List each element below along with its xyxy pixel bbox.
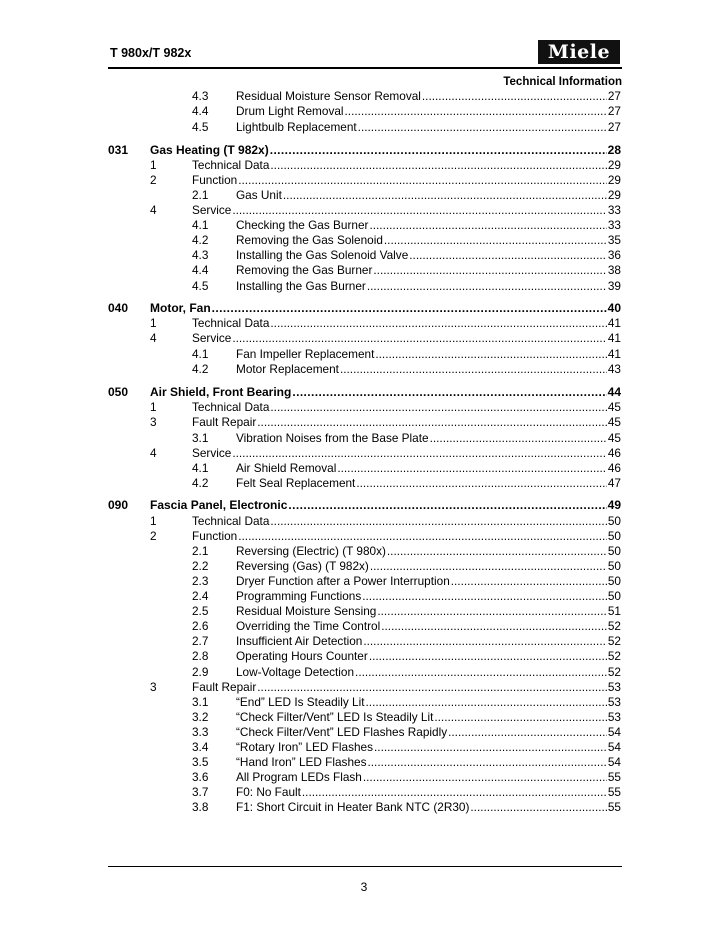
toc-entry-number: 031 — [108, 143, 129, 157]
toc-entry-page: 45 — [607, 415, 621, 429]
toc-entry-number: 1 — [150, 400, 157, 414]
toc-entry-title: Technical Data — [192, 400, 270, 414]
toc-entry-body — [236, 218, 621, 232]
toc-entry-number: 4.4 — [192, 263, 209, 277]
toc-entry-title: Residual Moisture Sensor Removal — [236, 89, 421, 103]
toc-entry-page: 39 — [607, 279, 621, 293]
toc-entry-page: 55 — [607, 770, 621, 784]
toc-dot-leader — [374, 740, 607, 754]
toc-entry-body — [236, 800, 621, 814]
toc-entry-page: 38 — [607, 263, 621, 277]
toc-entry-number: 1 — [150, 514, 157, 528]
toc-entry-title: “Check Filter/Vent” LED Is Steadily Lit — [236, 710, 434, 724]
header-divider — [108, 67, 622, 69]
toc-entry-page: 45 — [607, 400, 621, 414]
toc-entry-page: 29 — [607, 158, 621, 172]
toc-entry-body — [236, 574, 621, 588]
toc-entry-body — [236, 476, 621, 490]
toc-entry-page: 33 — [607, 203, 621, 217]
toc-entry-title: Operating Hours Counter — [236, 649, 368, 663]
toc-entry-body — [236, 755, 621, 769]
toc-dot-leader — [362, 589, 607, 603]
toc-entry-number: 3.1 — [192, 431, 209, 445]
toc-entry-body — [236, 710, 621, 724]
toc-dot-leader — [375, 347, 607, 361]
toc-entry-number: 3.2 — [192, 710, 209, 724]
toc-entry-title: Installing the Gas Solenoid Valve — [236, 248, 409, 262]
toc-entry-body — [192, 415, 621, 429]
toc-entry-number: 050 — [108, 385, 129, 399]
toc-entry-body — [236, 104, 621, 118]
toc-entry-body — [236, 279, 621, 293]
toc-entry-title: Function — [192, 173, 238, 187]
toc-dot-leader — [270, 514, 606, 528]
toc-entry-number: 4.1 — [192, 461, 209, 475]
toc-entry-number: 2.9 — [192, 665, 209, 679]
toc-entry-body — [236, 559, 621, 573]
toc-dot-leader — [355, 665, 607, 679]
toc-entry-page: 50 — [607, 589, 621, 603]
toc-entry-title: Drum Light Removal — [236, 104, 344, 118]
toc-entry-body — [236, 233, 621, 247]
toc-entry-number: 2 — [150, 173, 157, 187]
toc-entry-title: Air Shield, Front Bearing — [150, 385, 292, 399]
toc-entry-title: Function — [192, 529, 238, 543]
toc-entry-number: 4 — [150, 203, 157, 217]
toc-entry-body — [236, 589, 621, 603]
toc-entry-page: 27 — [607, 104, 621, 118]
header-model: T 980x/T 982x — [110, 46, 192, 60]
toc-entry-page: 53 — [607, 710, 621, 724]
toc-entry-number: 2.3 — [192, 574, 209, 588]
toc-entry-body — [192, 514, 621, 528]
toc-entry-body — [236, 770, 621, 784]
toc-entry-title: Gas Heating (T 982x) — [150, 143, 269, 157]
toc-dot-leader — [470, 800, 606, 814]
toc-entry-body — [236, 695, 621, 709]
toc-entry-body — [150, 143, 621, 157]
toc-entry-page: 41 — [607, 331, 621, 345]
toc-dot-leader — [409, 248, 607, 262]
toc-entry-body — [192, 173, 621, 187]
toc-dot-leader — [387, 544, 607, 558]
toc-entry-title: Felt Seal Replacement — [236, 476, 356, 490]
toc-entry-title: F1: Short Circuit in Heater Bank NTC (2R30) — [236, 800, 470, 814]
toc-entry-page: 52 — [607, 619, 621, 633]
toc-entry-title: “End” LED Is Steadily Lit — [236, 695, 365, 709]
toc-entry-page: 41 — [607, 347, 621, 361]
toc-entry-body — [150, 301, 621, 315]
toc-dot-leader — [232, 203, 607, 217]
toc-entry-title: Service — [192, 331, 232, 345]
toc-dot-leader — [434, 710, 607, 724]
toc-entry-body — [236, 604, 621, 618]
toc-dot-leader — [384, 233, 607, 247]
toc-entry-number: 4.5 — [192, 279, 209, 293]
toc-entry-body — [236, 740, 621, 754]
toc-entry-body — [236, 649, 621, 663]
toc-entry-title: Fault Repair — [192, 680, 257, 694]
toc-entry-number: 4 — [150, 331, 157, 345]
toc-entry-title: Fault Repair — [192, 415, 257, 429]
toc-entry-body — [236, 461, 621, 475]
toc-entry-number: 4.5 — [192, 120, 209, 134]
toc-entry-page: 41 — [607, 316, 621, 330]
toc-entry-body — [192, 158, 621, 172]
toc-entry-title: Removing the Gas Burner — [236, 263, 373, 277]
toc-entry-page: 54 — [607, 755, 621, 769]
toc-entry-title: Checking the Gas Burner — [236, 218, 369, 232]
toc-dot-leader — [381, 619, 607, 633]
toc-entry-title: Air Shield Removal — [236, 461, 337, 475]
toc-dot-leader — [356, 476, 607, 490]
toc-entry-title: Vibration Noises from the Base Plate — [236, 431, 429, 445]
toc-dot-leader — [366, 695, 607, 709]
miele-logo — [538, 40, 620, 64]
toc-dot-leader — [370, 559, 607, 573]
toc-entry-body — [192, 529, 621, 543]
toc-dot-leader — [422, 89, 607, 103]
toc-entry-page: 36 — [607, 248, 621, 262]
toc-entry-body — [192, 331, 621, 345]
toc-entry-number: 4.2 — [192, 362, 209, 376]
toc-entry-number: 2.2 — [192, 559, 209, 573]
toc-dot-leader — [363, 634, 607, 648]
toc-entry-body — [192, 400, 621, 414]
toc-entry-page: 28 — [607, 143, 621, 157]
toc-dot-leader — [270, 316, 606, 330]
toc-dot-leader — [430, 431, 607, 445]
toc-entry-number: 4.3 — [192, 248, 209, 262]
toc-entry-page: 27 — [607, 120, 621, 134]
toc-entry-body — [236, 785, 621, 799]
toc-dot-leader — [448, 725, 607, 739]
toc-entry-page: 45 — [607, 431, 621, 445]
toc-entry-title: Removing the Gas Solenoid — [236, 233, 383, 247]
toc-entry-title: Residual Moisture Sensing — [236, 604, 377, 618]
toc-entry-number: 2 — [150, 529, 157, 543]
toc-entry-body — [236, 431, 621, 445]
toc-entry-number: 3.6 — [192, 770, 209, 784]
toc-dot-leader — [238, 529, 607, 543]
toc-dot-leader — [270, 158, 606, 172]
toc-entry-body — [236, 362, 621, 376]
toc-entry-number: 2.7 — [192, 634, 209, 648]
toc-dot-leader — [288, 498, 606, 512]
toc-entry-number: 4.1 — [192, 347, 209, 361]
toc-entry-title: F0: No Fault — [236, 785, 301, 799]
toc-dot-leader — [367, 279, 607, 293]
toc-entry-body — [236, 665, 621, 679]
toc-entry-page: 43 — [607, 362, 621, 376]
toc-dot-leader — [345, 104, 607, 118]
toc-entry-number: 4 — [150, 446, 157, 460]
toc-entry-page: 50 — [607, 514, 621, 528]
toc-dot-leader — [257, 415, 607, 429]
toc-dot-leader — [238, 173, 607, 187]
toc-entry-page: 35 — [607, 233, 621, 247]
toc-entry-body — [236, 120, 621, 134]
toc-entry-number: 3.1 — [192, 695, 209, 709]
toc-entry-number: 2.6 — [192, 619, 209, 633]
toc-entry-number: 3.5 — [192, 755, 209, 769]
toc-entry-number: 4.3 — [192, 89, 209, 103]
toc-entry-number: 3 — [150, 415, 157, 429]
toc-entry-page: 50 — [607, 559, 621, 573]
toc-dot-leader — [283, 188, 607, 202]
toc-entry-title: Technical Data — [192, 158, 270, 172]
toc-entry-body — [150, 498, 621, 512]
toc-entry-page: 27 — [607, 89, 621, 103]
toc-entry-number: 3 — [150, 680, 157, 694]
toc-entry-body — [236, 725, 621, 739]
toc-entry-number: 2.1 — [192, 544, 209, 558]
toc-entry-body — [192, 203, 621, 217]
toc-entry-page: 40 — [607, 301, 621, 315]
toc-entry-body — [236, 634, 621, 648]
toc-entry-title: Gas Unit — [236, 188, 282, 202]
toc-entry-page: 50 — [607, 544, 621, 558]
toc-entry-page: 53 — [607, 680, 621, 694]
toc-entry-page: 49 — [607, 498, 621, 512]
toc-entry-page: 54 — [607, 740, 621, 754]
toc-entry-number: 4.1 — [192, 218, 209, 232]
toc-entry-number: 090 — [108, 498, 129, 512]
toc-entry-number: 3.3 — [192, 725, 209, 739]
toc-dot-leader — [302, 785, 607, 799]
toc-entry-title: Service — [192, 203, 232, 217]
toc-dot-leader — [270, 143, 607, 157]
toc-entry-body — [236, 619, 621, 633]
toc-entry-title: “Hand Iron” LED Flashes — [236, 755, 367, 769]
toc-entry-number: 4.4 — [192, 104, 209, 118]
toc-entry-page: 47 — [607, 476, 621, 490]
toc-dot-leader — [232, 446, 607, 460]
toc-entry-body — [236, 248, 621, 262]
toc-entry-page: 50 — [607, 574, 621, 588]
footer-divider — [108, 866, 622, 867]
toc-entry-title: Reversing (Electric) (T 980x) — [236, 544, 386, 558]
header-section-title: Technical Information — [503, 76, 622, 88]
toc-entry-page: 51 — [607, 604, 621, 618]
toc-dot-leader — [257, 680, 607, 694]
toc-dot-leader — [232, 331, 607, 345]
toc-entry-number: 3.7 — [192, 785, 209, 799]
toc-entry-page: 33 — [607, 218, 621, 232]
toc-entry-title: “Check Filter/Vent” LED Flashes Rapidly — [236, 725, 448, 739]
toc-entry-page: 44 — [607, 385, 621, 399]
toc-entry-page: 53 — [607, 695, 621, 709]
toc-entry-page: 52 — [607, 649, 621, 663]
toc-entry-title: Reversing (Gas) (T 982x) — [236, 559, 369, 573]
toc-dot-leader — [340, 362, 607, 376]
toc-entry-number: 2.4 — [192, 589, 209, 603]
toc-entry-title: Insufficient Air Detection — [236, 634, 363, 648]
toc-dot-leader — [369, 649, 607, 663]
toc-entry-body — [236, 263, 621, 277]
toc-entry-page: 55 — [607, 785, 621, 799]
toc-entry-title: Service — [192, 446, 232, 460]
toc-dot-leader — [373, 263, 606, 277]
toc-entry-page: 29 — [607, 188, 621, 202]
toc-entry-number: 2.1 — [192, 188, 209, 202]
toc-entry-number: 4.2 — [192, 476, 209, 490]
toc-entry-number: 1 — [150, 316, 157, 330]
toc-dot-leader — [367, 755, 606, 769]
page-number: 3 — [360, 880, 368, 894]
toc-entry-body — [236, 89, 621, 103]
toc-dot-leader — [292, 385, 606, 399]
toc-entry-page: 54 — [607, 725, 621, 739]
toc-entry-title: Programming Functions — [236, 589, 362, 603]
toc-entry-title: Installing the Gas Burner — [236, 279, 366, 293]
toc-entry-page: 52 — [607, 665, 621, 679]
toc-entry-number: 2.8 — [192, 649, 209, 663]
toc-entry-number: 1 — [150, 158, 157, 172]
toc-dot-leader — [212, 301, 607, 315]
toc-entry-number: 3.4 — [192, 740, 209, 754]
toc-entry-title: Technical Data — [192, 316, 270, 330]
toc-dot-leader — [369, 218, 606, 232]
toc-entry-number: 3.8 — [192, 800, 209, 814]
toc-entry-body — [192, 446, 621, 460]
toc-entry-page: 55 — [607, 800, 621, 814]
toc-entry-title: Overriding the Time Control — [236, 619, 381, 633]
toc-entry-title: Dryer Function after a Power Interruption — [236, 574, 450, 588]
toc-dot-leader — [337, 461, 607, 475]
toc-entry-title: Motor, Fan — [150, 301, 211, 315]
toc-entry-title: “Rotary Iron” LED Flashes — [236, 740, 374, 754]
toc-dot-leader — [377, 604, 607, 618]
toc-entry-number: 2.5 — [192, 604, 209, 618]
toc-entry-body — [192, 680, 621, 694]
toc-entry-page: 52 — [607, 634, 621, 648]
toc-entry-number: 4.2 — [192, 233, 209, 247]
toc-entry-page: 46 — [607, 446, 621, 460]
toc-entry-body — [236, 544, 621, 558]
toc-entry-title: Fascia Panel, Electronic — [150, 498, 288, 512]
toc-dot-leader — [270, 400, 606, 414]
toc-entry-title: Technical Data — [192, 514, 270, 528]
toc-entry-page: 29 — [607, 173, 621, 187]
toc-entry-title: Motor Replacement — [236, 362, 339, 376]
toc-entry-body — [236, 188, 621, 202]
toc-entry-title: Lightbulb Replacement — [236, 120, 357, 134]
toc-entry-title: All Program LEDs Flash — [236, 770, 362, 784]
toc-entry-page: 46 — [607, 461, 621, 475]
toc-dot-leader — [363, 770, 607, 784]
toc-dot-leader — [358, 120, 607, 134]
toc-entry-body — [150, 385, 621, 399]
toc-entry-page: 50 — [607, 529, 621, 543]
toc-entry-title: Fan Impeller Replacement — [236, 347, 375, 361]
toc-dot-leader — [451, 574, 607, 588]
toc-entry-number: 040 — [108, 301, 129, 315]
toc-entry-body — [192, 316, 621, 330]
logo-text: Miele — [547, 41, 611, 63]
toc-entry-title: Low-Voltage Detection — [236, 665, 355, 679]
toc-entry-body — [236, 347, 621, 361]
